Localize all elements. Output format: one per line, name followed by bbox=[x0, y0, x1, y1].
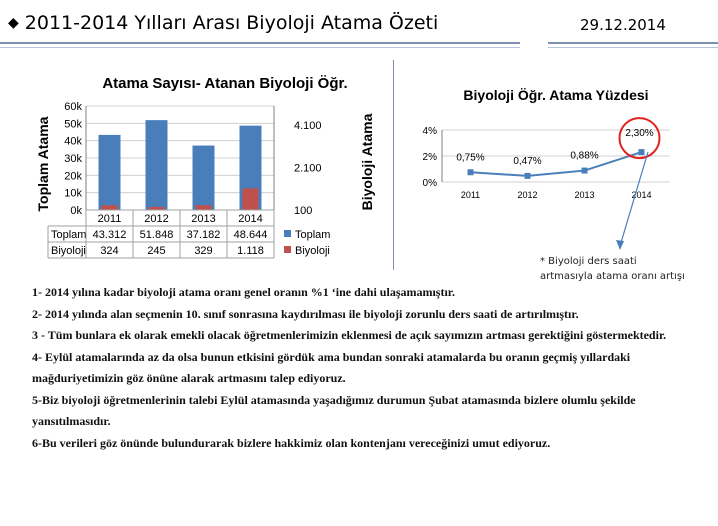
note-arrow-icon bbox=[600, 150, 660, 260]
chart-note bbox=[540, 254, 685, 284]
legend-swatch bbox=[284, 230, 291, 237]
bar-chart-y-tick: 50k bbox=[64, 118, 82, 131]
diamond-bullet-icon: ◆ bbox=[8, 15, 19, 31]
line-chart-x-tick: 2011 bbox=[460, 190, 481, 200]
slide-title bbox=[8, 12, 438, 34]
bar-chart-y-tick: 20k bbox=[64, 170, 82, 183]
line-chart-svg bbox=[418, 78, 708, 208]
line-chart bbox=[418, 78, 708, 208]
summary-paragraph: 6-Bu verileri göz önünde bulundurarak bizlere hakkimiz olan kontenjanı vereceğinizi umut ediyoruz. bbox=[32, 435, 551, 450]
chart-note-line: artmasıyla atama oranı artışı bbox=[540, 271, 685, 282]
header-rule bbox=[0, 42, 520, 44]
line-chart-x-tick: 2012 bbox=[517, 190, 538, 200]
summary-paragraph: 4- Eylül atamalarında az da olsa bunun etkisini gördük ama bundan sonraki atamalarda bu oranın geçmiş yıllardaki mağduriyetimizin göz önüne alarak artmasını talep ediyoruz. bbox=[32, 349, 631, 385]
summary-paragraph: 3 - Tüm bunlara ek olarak emekli olacak öğretmenlerimizin eklenmesi de açık sayımızın artması gerektiğini göstermektedir. bbox=[32, 328, 667, 342]
bar-biyoloji bbox=[196, 205, 212, 210]
note-arrow-line bbox=[620, 152, 648, 246]
bar-chart-y2-tick: 4.100 bbox=[294, 120, 322, 133]
summary-paragraphs bbox=[32, 282, 712, 454]
line-chart-y-tick: 2% bbox=[422, 152, 437, 163]
line-data-label: 2,30% bbox=[625, 128, 654, 140]
bar-chart-y-tick: 30k bbox=[64, 153, 82, 165]
line-data-label: 0,47% bbox=[513, 155, 542, 167]
bar-chart-y-tick: 40k bbox=[64, 135, 82, 148]
line-chart-title: Biyoloji Öğr. Atama Yüzdesi bbox=[463, 87, 649, 103]
bar-chart-y-label: Toplam Atama bbox=[35, 116, 51, 212]
slide-date: 29.12.2014 bbox=[580, 16, 666, 34]
bar-chart-x-tick: 2011 bbox=[97, 213, 122, 225]
bar-total bbox=[99, 135, 121, 210]
line-point bbox=[468, 169, 474, 175]
summary-paragraph: 5-Biz biyoloji öğretmenlerinin talebi Eylül atamasında yaşadığımız durumun Şubat atamasında bizlere olumlu şekilde yansıtılmasıdır. bbox=[32, 392, 636, 428]
line-chart-x-tick: 2014 bbox=[631, 190, 652, 200]
bar-chart-y-tick: 60k bbox=[64, 101, 82, 113]
bar-chart bbox=[30, 64, 384, 270]
table-cell: 245 bbox=[147, 245, 166, 257]
table-cell: 43.312 bbox=[92, 229, 127, 241]
line-data-label: 0,75% bbox=[456, 152, 485, 164]
bar-biyoloji bbox=[102, 205, 118, 210]
bar-chart-x-tick: 2014 bbox=[238, 213, 263, 225]
bar-total bbox=[146, 120, 168, 210]
vertical-divider bbox=[393, 60, 394, 270]
bar-chart-y-tick: 0k bbox=[70, 205, 82, 217]
legend-label: Biyoloji bbox=[295, 245, 330, 257]
bar-chart-title: Atama Sayısı- Atanan Biyoloji Öğr. bbox=[102, 75, 348, 92]
slide-header bbox=[0, 0, 718, 50]
note-arrow-head bbox=[616, 240, 624, 250]
line-point bbox=[525, 173, 531, 179]
line-chart-y-tick: 0% bbox=[422, 178, 437, 189]
bar-chart-y-tick: 10k bbox=[64, 187, 82, 200]
bar-chart-x-tick: 2012 bbox=[144, 213, 169, 225]
bar-chart-y2-tick: 100 bbox=[294, 205, 313, 217]
header-rule bbox=[548, 47, 718, 48]
table-cell: 37.182 bbox=[186, 229, 221, 241]
summary-paragraph: 1- 2014 yılına kadar biyoloji atama oranı genel oranın %1 ‘ine dahi ulaşamamıştır. bbox=[32, 285, 456, 299]
bar-biyoloji bbox=[243, 188, 259, 210]
table-cell: 324 bbox=[100, 245, 119, 257]
line-chart-y-tick: 4% bbox=[422, 126, 437, 137]
table-cell: 1.118 bbox=[237, 245, 264, 257]
slide-title-text: 2011-2014 Yılları Arası Biyoloji Atama Özeti bbox=[24, 12, 439, 34]
bar-chart-y2-label: Biyoloji Atama bbox=[359, 113, 375, 211]
chart-note-line: * Biyoloji ders saati bbox=[540, 256, 637, 267]
table-cell: 48.644 bbox=[233, 229, 268, 241]
bar-chart-svg bbox=[30, 64, 384, 270]
line-data-label: 0,88% bbox=[570, 150, 599, 162]
bar-chart-y2-tick: 2.100 bbox=[294, 162, 322, 175]
table-cell: 51.848 bbox=[139, 229, 174, 241]
legend-swatch bbox=[284, 246, 291, 253]
table-row-label: Biyoloji bbox=[51, 245, 86, 257]
bar-total bbox=[193, 146, 215, 210]
table-cell: 329 bbox=[194, 245, 213, 257]
header-rule bbox=[548, 42, 718, 44]
legend-label: Toplam bbox=[295, 229, 331, 241]
line-point bbox=[582, 168, 588, 174]
table-row-label: Toplam bbox=[51, 229, 87, 241]
summary-paragraph: 2- 2014 yılında alan seçmenin 10. sınıf sonrasına kaydırılması ile biyoloji zorunlu ders saati de artırılmıştır. bbox=[32, 306, 579, 321]
bar-chart-x-tick: 2013 bbox=[191, 213, 216, 225]
line-chart-x-tick: 2013 bbox=[574, 190, 595, 200]
header-rule bbox=[0, 47, 520, 48]
